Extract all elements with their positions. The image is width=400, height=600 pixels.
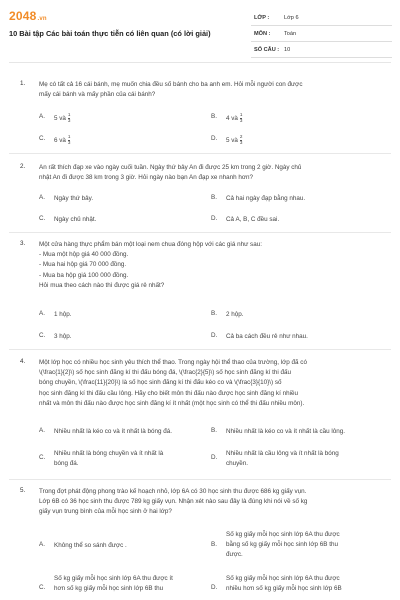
option-text (226, 113, 376, 124)
option-line: Nhiều nhất là kéo co và ít nhất là bóng đá. (54, 428, 172, 435)
question-line: học sinh đăng kí thi đấu cầu lông. Hãy cho biết môn thi đấu nào được học sinh đăng kí nhiều (39, 389, 298, 397)
question-line: Lớp 6B có 36 học sinh thu được 789 kg giấy vụn. Nhận xét nào sau đây là đúng khi nói về số kg (39, 498, 308, 506)
question-line: An rất thích đạp xe vào ngày cuối tuần. Ngày thứ bảy An đi được 25 km trong 2 giờ. Ngày chủ (39, 164, 302, 171)
meta-value: Toán (284, 31, 297, 37)
fraction-numerator: 1 (239, 112, 243, 117)
option-text: Ngày thứ bảy. (54, 195, 94, 202)
question-line: Một lớp học có nhiều học sinh yêu thích thể thao. Trong ngày hội thể thao của trường, lớp đã có (39, 359, 307, 366)
option-line: Số kg giấy mỗi học sinh lớp 6A thu được (226, 575, 340, 582)
option-label: B. (211, 194, 217, 201)
option-line: bằng số kg giấy mỗi học sinh lớp 6B thu (226, 541, 338, 549)
option-line: Nhiều nhất là bóng chuyền và ít nhất là (54, 450, 164, 457)
option-text (226, 449, 376, 469)
option-text (54, 574, 204, 594)
option-label: D. (211, 332, 218, 339)
question-text (39, 240, 381, 291)
option-label: D. (211, 584, 218, 591)
question-line: Một cửa hàng thực phẩm bán một loại nem chua đóng hộp với các giá như sau: (39, 241, 262, 248)
meta-row-count (251, 42, 392, 58)
question-number: 3. (20, 240, 26, 247)
option-fraction (68, 113, 71, 124)
meta-key: MÔN : (254, 31, 271, 37)
option-label: C. (39, 215, 46, 222)
option-text: 1 hộp. (54, 311, 72, 318)
option-line: Số kg giấy mỗi học sinh lớp 6A thu được (226, 531, 340, 538)
option-label: B. (211, 427, 217, 434)
option-label: C. (39, 584, 46, 591)
fraction-numerator: 1 (67, 134, 71, 139)
option-text: Cả ba cách đều rẻ như nhau. (226, 333, 308, 340)
fraction-denominator: 3 (67, 117, 71, 123)
question-number: 4. (20, 358, 26, 365)
option-text (54, 113, 204, 124)
question-divider (9, 153, 391, 154)
option-label: B. (211, 541, 217, 548)
question-line: Mẹ có tất cả 16 cái bánh, mẹ muốn chia đều số bánh cho ba anh em. Hỏi mỗi người con được (39, 81, 303, 88)
question-text (39, 80, 381, 100)
option-label: C. (39, 135, 46, 142)
option-text (226, 135, 376, 146)
fraction-numerator: 1 (67, 112, 71, 117)
fraction-denominator: 3 (239, 117, 243, 123)
option-whole: 4 và (226, 114, 238, 122)
question-line: giấy vụn trung bình của mỗi học sinh ở hai lớp? (39, 508, 172, 516)
question-text (39, 163, 381, 183)
question-divider (9, 349, 391, 350)
question-line: nhất và môn thi đấu nào được học sinh đăng kí ít nhất (một học sinh có thể thi đấu nhiều môn). (39, 399, 305, 407)
option-line: Số kg giấy mỗi học sinh lớp 6A thu được ít (54, 575, 173, 582)
logo-suffix: .vn (37, 16, 47, 22)
meta-value: Lớp 6 (284, 15, 299, 21)
option-fraction (240, 113, 243, 124)
meta-row-subject (251, 26, 392, 42)
option-text (54, 427, 224, 437)
option-label: C. (39, 454, 46, 461)
page-header (0, 0, 400, 60)
option-label: C. (39, 332, 46, 339)
option-label: A. (39, 194, 45, 201)
option-line: bóng đá. (54, 460, 79, 468)
fraction-denominator: 3 (67, 139, 71, 145)
question-divider (9, 479, 391, 480)
option-text (226, 427, 396, 437)
option-label: D. (211, 135, 218, 142)
option-line: hơn số kg giấy mỗi học sinh lớp 6B thu (54, 585, 164, 593)
question-divider (9, 232, 391, 233)
option-label: D. (211, 215, 218, 222)
document-title: 10 Bài tập Các bài toán thực tiễn có liên quan (có lời giải) (9, 29, 211, 38)
site-logo[interactable] (9, 9, 47, 23)
option-text: Cả A, B, C đều sai. (226, 216, 280, 223)
question-number: 1. (20, 80, 26, 87)
option-label: B. (211, 310, 217, 317)
option-label: A. (39, 310, 45, 317)
option-line: Nhiều nhất là kéo co và ít nhất là cầu lông. (226, 428, 346, 435)
option-line: được. (226, 551, 243, 559)
question-line: bóng chuyền, \(\frac{11}{20}\) là số học sinh đăng kí thi đấu kéo co và \(\frac{3}{10}\) số (39, 379, 282, 387)
option-text (226, 530, 376, 561)
meta-key: LỚP : (254, 15, 270, 21)
fraction-numerator: 2 (239, 134, 243, 139)
question-line: Trong đợt phát động phong trào kế hoạch nhỏ, lớp 6A có 30 học sinh thu được 686 kg giấy vụn. (39, 488, 307, 495)
option-text: 3 hộp. (54, 333, 72, 340)
question-number: 5. (20, 487, 26, 494)
option-label: D. (211, 454, 218, 461)
option-text (226, 574, 376, 594)
option-line: Nhiều nhất là cầu lông và ít nhất là bóng (226, 450, 339, 457)
question-line: - Mua ba hộp giá 100 000 đồng. (39, 271, 129, 279)
question-number: 2. (20, 163, 26, 170)
question-line: mấy cái bánh và mấy phần của cái bánh? (39, 91, 156, 99)
option-fraction (68, 135, 71, 146)
option-line: chuyền. (226, 460, 249, 468)
fraction-denominator: 3 (239, 139, 243, 145)
option-text: 2 hộp. (226, 311, 244, 318)
question-line: - Mua hai hộp giá 70 000 đồng. (39, 261, 127, 269)
question-line: - Mua một hộp giá 40 000 đồng. (39, 251, 129, 259)
option-label: A. (39, 541, 45, 548)
logo-main: 2048 (9, 9, 37, 23)
meta-table (251, 10, 392, 58)
question-line: \(\frac{1}{2}\) số học sinh đăng kí thi đấu bóng đá, \(\frac{2}{5}\) số học sinh đăng kí thi đấu (39, 369, 292, 377)
option-text: Cả hai ngày đạp bằng nhau. (226, 195, 306, 202)
option-text: Ngày chủ nhật. (54, 216, 97, 223)
question-text (39, 487, 381, 518)
option-text (54, 541, 204, 551)
option-label: B. (211, 113, 217, 120)
question-line: nhật An đi được 38 km trong 3 giờ. Hỏi ngày nào bạn An đạp xe nhanh hơn? (39, 174, 254, 182)
option-line: nhiều hơn số kg giấy mỗi học sinh lớp 6B (226, 585, 342, 593)
option-label: A. (39, 427, 45, 434)
option-line: Không thể so sánh được . (54, 542, 127, 549)
option-whole: 5 và (54, 114, 66, 122)
question-line: Hỏi mua theo cách nào thì được giá rẻ nhất? (39, 281, 165, 289)
meta-value: 10 (284, 47, 291, 53)
option-whole: 5 và (226, 136, 238, 144)
meta-row-grade (251, 10, 392, 26)
option-text (54, 449, 204, 469)
option-label: A. (39, 113, 45, 120)
question-text (39, 358, 381, 409)
header-divider (9, 62, 391, 63)
option-fraction (240, 135, 243, 146)
meta-key: SỐ CÂU : (254, 47, 280, 53)
option-text (54, 135, 204, 146)
option-whole: 6 và (54, 136, 66, 144)
